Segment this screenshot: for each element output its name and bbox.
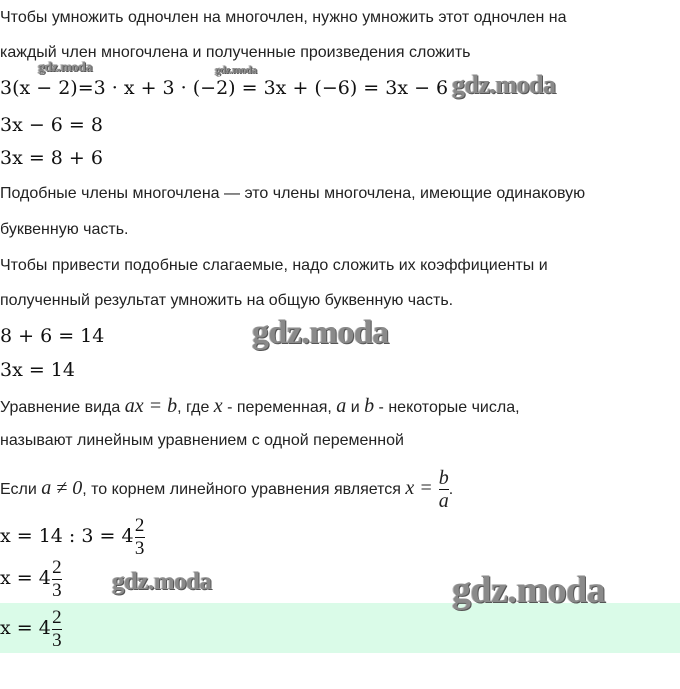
math-expansion: 3(x − 2)=3 · x + 3 · (−2) = 3x + (−6) = 3x − 6 — [0, 77, 449, 99]
math: x — [213, 395, 223, 417]
numerator: b — [438, 467, 449, 490]
text: . — [448, 481, 454, 498]
math-equation-4: 3x = 14 — [0, 359, 75, 381]
text: , где — [177, 399, 214, 416]
denominator: 3 — [52, 629, 62, 651]
rule-text-1: Чтобы умножить одночлен на многочлен, нужно умножить этот одночлен на — [0, 9, 567, 26]
denominator: a — [438, 490, 449, 513]
text: , то корнем линейного уравнения является — [82, 481, 406, 498]
numerator: 2 — [52, 606, 62, 628]
math-equation-3: 8 + 6 = 14 — [0, 325, 105, 347]
watermark-logo: gdz.moda — [38, 60, 92, 75]
fraction — [438, 467, 449, 513]
denominator: 3 — [52, 579, 62, 601]
denominator: 3 — [134, 537, 145, 559]
math: a — [336, 395, 347, 417]
math: b — [364, 395, 375, 417]
watermark-logo: gdz.moda — [112, 568, 212, 595]
rule-text-3: Подобные члены многочлена — это члены многочлена, имеющие одинаковую — [0, 185, 586, 202]
math-solution-1 — [0, 514, 145, 558]
math: x = 4 — [0, 567, 51, 589]
watermark-logo: gdz.moda — [252, 314, 389, 351]
text: - переменная, — [222, 399, 337, 416]
definition-text-2: называют линейным уравнением с одной переменной — [0, 432, 404, 449]
watermark-logo: gdz.moda — [215, 64, 257, 76]
watermark-logo: gdz.moda — [452, 70, 556, 99]
text: - некоторые числа, — [374, 399, 520, 416]
math: x = 14 : 3 = 4 — [0, 525, 134, 547]
fraction — [134, 514, 145, 559]
fraction — [52, 556, 62, 601]
definition-text — [0, 396, 520, 418]
root-rule-text — [0, 467, 454, 513]
watermark-logo: gdz.moda — [452, 569, 606, 611]
math-solution-2 — [0, 556, 62, 600]
fraction — [52, 606, 62, 651]
rule-text-6: полученный результат умножить на общую буквенную часть. — [0, 292, 454, 309]
math-answer — [0, 606, 62, 650]
rule-text-5: Чтобы привести подобные слагаемые, надо сложить их коэффициенты и — [0, 257, 548, 274]
math: x = — [405, 477, 438, 499]
numerator: 2 — [134, 514, 145, 536]
text: Уравнение вида — [0, 399, 125, 416]
math-equation-2: 3x = 8 + 6 — [0, 147, 103, 169]
math: x = 4 — [0, 617, 51, 639]
math: ax = b — [124, 395, 178, 417]
rule-text-2: каждый член многочлена и полученные произведения сложить — [0, 44, 471, 61]
text: и — [346, 399, 365, 416]
numerator: 2 — [52, 556, 62, 578]
text: Если — [0, 481, 42, 498]
math: a ≠ 0 — [41, 477, 83, 499]
rule-text-4: буквенную часть. — [0, 221, 129, 238]
math-equation-1: 3x − 6 = 8 — [0, 114, 103, 136]
